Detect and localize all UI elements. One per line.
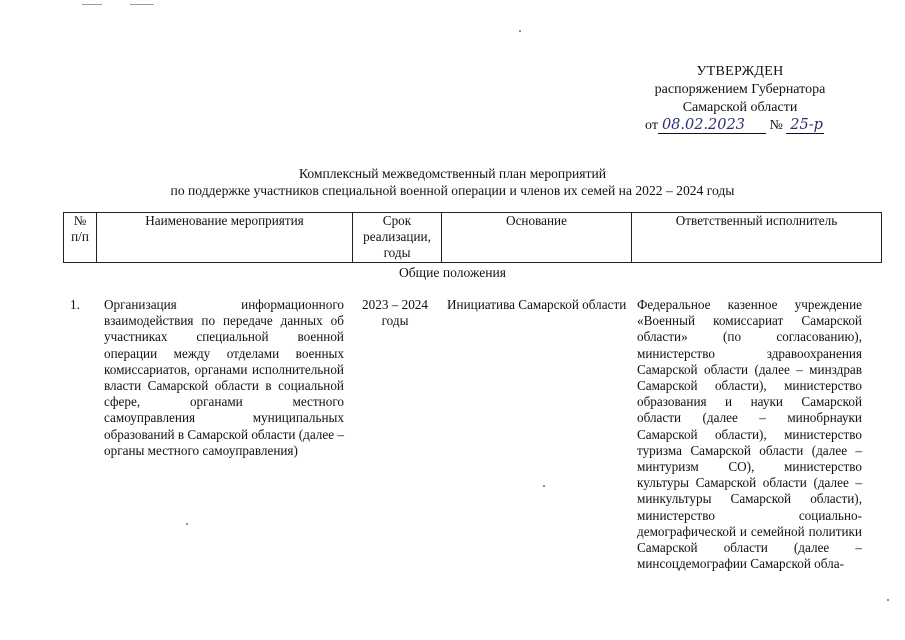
date-label: от [645, 118, 658, 133]
table-header-row [64, 213, 882, 263]
row-number: 1. [70, 297, 80, 312]
scan-speck [519, 30, 521, 32]
section-heading: Общие положения [398, 265, 507, 280]
approval-region: Самарской области [682, 100, 798, 115]
document-title [0, 165, 905, 199]
approval-heading: УТВЕРЖДЕН [696, 64, 784, 79]
title-line-2: по поддержке участников специальной военной операции и членов их семей на 2022 – 2024 годы [170, 183, 735, 198]
header-number: № п/п [64, 213, 97, 263]
number-label: № [769, 118, 783, 133]
row-activity-name: Организация информационного взаимодействия по передаче данных об участниках специальной военной операции между отделами военных комиссариатов, органами исполнительной власти Самарской области в социальной сфере, органами местного самоуправления муниципальных образований в Самарской области (далее – органы местного самоуправления) [104, 297, 344, 458]
approval-stamp-block [620, 63, 860, 135]
header-executor: Ответственный исполнитель [632, 213, 882, 263]
scan-speck [543, 485, 545, 487]
approval-authority: распоряжением Губернатора [654, 82, 826, 97]
row-basis: Инициатива Самарской области [447, 297, 627, 312]
scan-speck [887, 599, 889, 601]
row-executor: Федеральное казенное учреждение «Военный комиссариат Самарской области» (по согласованию), министерство здравоохранения Самарской области (далее – минздрав Самарской области), министерство образования и науки Самарской области (далее – минобрнауки Самарской области), министерство туризма Самарской области (далее – минтуризм СО), министерство культуры Самарской области (далее – минкультуры Самарской области), министерство социально-демографической и семейной политики Самарской области (далее – минсоцдемографии Самарской обла- [637, 297, 862, 572]
handwritten-number: 25-р [786, 117, 824, 134]
title-line-1: Комплексный межведомственный план мероприятий [298, 166, 607, 181]
approval-date-number-line [620, 117, 860, 135]
header-basis: Основание [442, 213, 632, 263]
scan-top-marks [82, 4, 162, 7]
row-term: 2023 – 2024 годы [362, 297, 428, 329]
scan-speck [186, 523, 188, 525]
plan-table-header [63, 212, 882, 263]
handwritten-date: 08.02.2023 [658, 117, 766, 134]
header-term: Срок реализации, годы [353, 213, 442, 263]
header-activity-name: Наименование мероприятия [97, 213, 353, 263]
